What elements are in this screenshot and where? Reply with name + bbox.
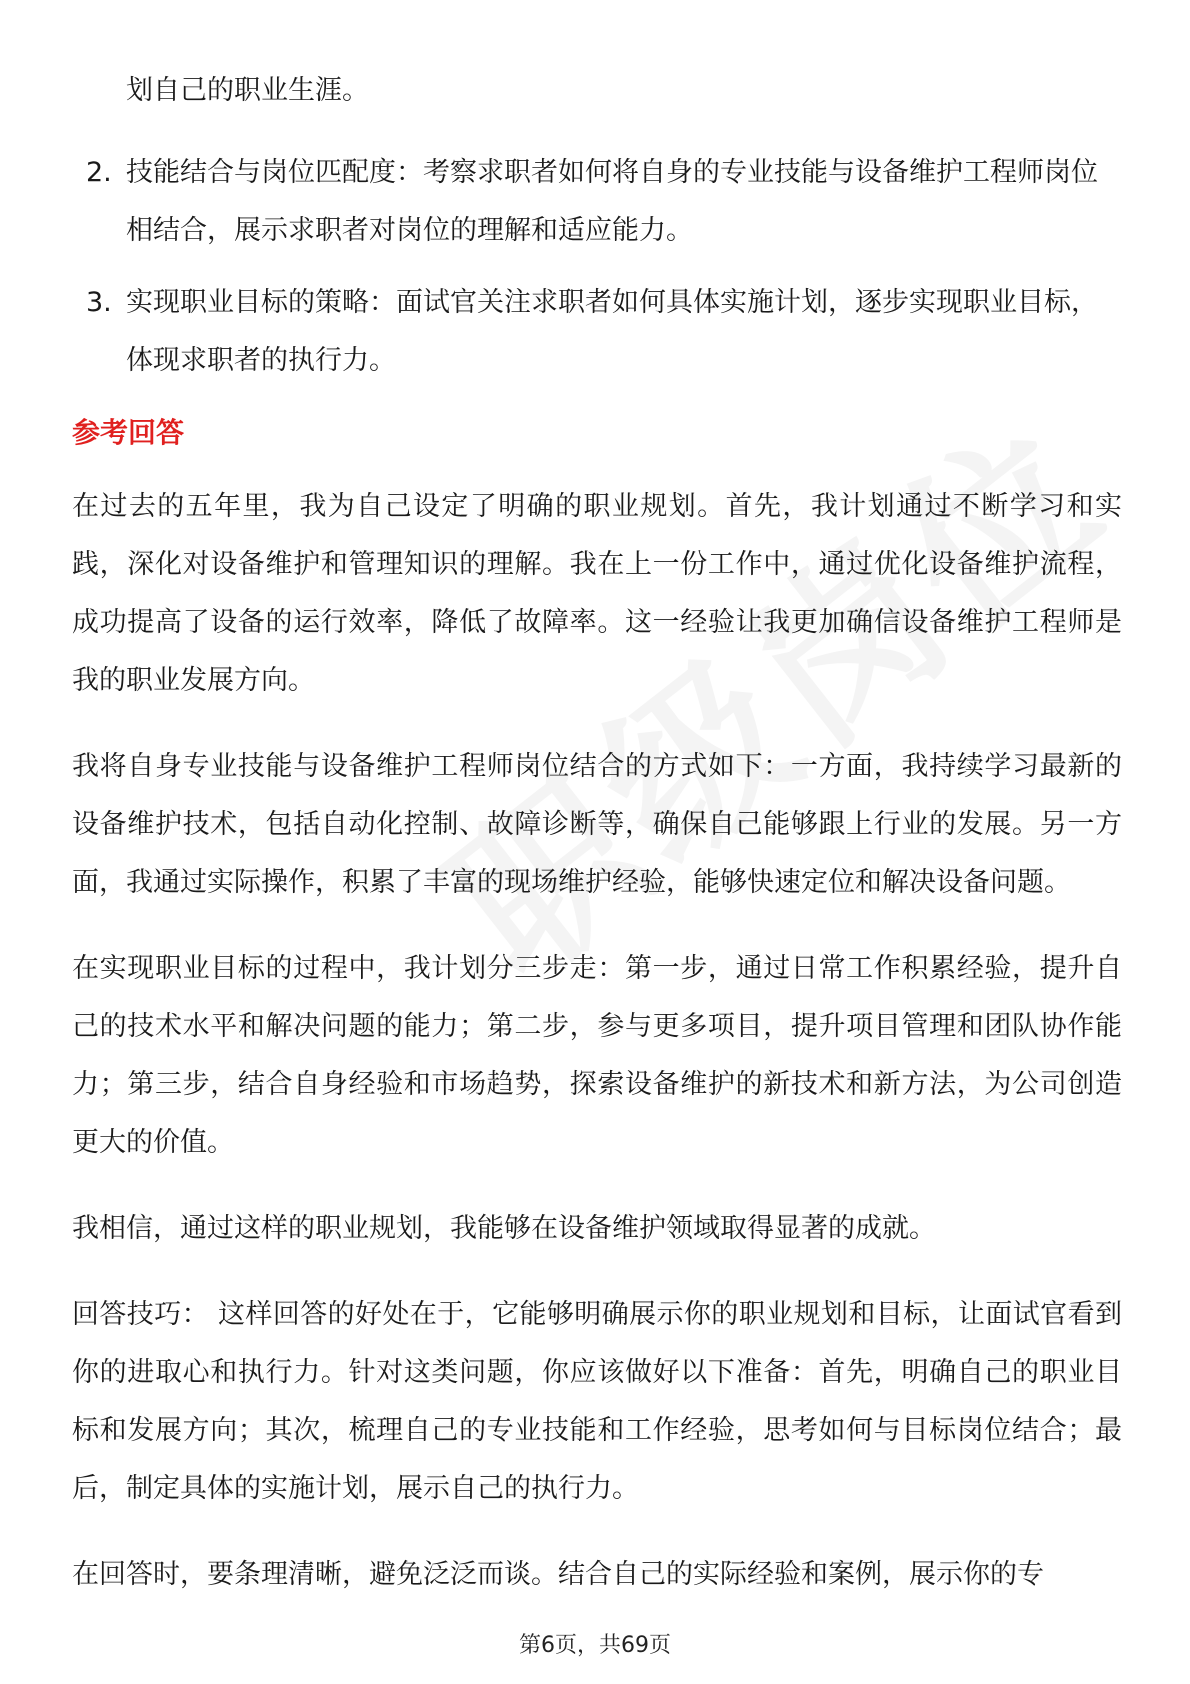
page-number-footer: 第6页，共69页 (519, 1633, 671, 1658)
list-number: 2. (86, 157, 112, 188)
answer-paragraph: 在实现职业目标的过程中，我计划分三步走：第一步，通过日常工作积累经验，提升自己的技术水平和解决问题的能力；第二步，参与更多项目，提升项目管理和团队协作能力；第三步，结合自身经验和市场趋势，探索设备维护的新技术和新方法，为公司创造更大的价值。 (72, 953, 1122, 1158)
list-text: 技能结合与岗位匹配度：考察求职者如何将自身的专业技能与设备维护工程师岗位相结合，展示求职者对岗位的理解和适应能力。 (126, 157, 1098, 246)
document-content (72, 62, 1122, 1632)
list-item (72, 144, 1122, 260)
answer-paragraph: 我将自身专业技能与设备维护工程师岗位结合的方式如下：一方面，我持续学习最新的设备维护技术，包括自动化控制、故障诊断等，确保自己能够跟上行业的发展。另一方面，我通过实际操作，积累了丰富的现场维护经验，能够快速定位和解决设备问题。 (72, 751, 1122, 898)
list-item (72, 274, 1122, 390)
answer-paragraph: 在过去的五年里，我为自己设定了明确的职业规划。首先，我计划通过不断学习和实践，深化对设备维护和管理知识的理解。我在上一份工作中，通过优化设备维护流程，成功提高了设备的运行效率，降低了故障率。这一经验让我更加确信设备维护工程师是我的职业发展方向。 (72, 491, 1122, 696)
answer-paragraph: 我相信，通过这样的职业规划，我能够在设备维护领域取得显著的成就。 (72, 1213, 936, 1244)
list-text: 实现职业目标的策略：面试官关注求职者如何具体实施计划，逐步实现职业目标，体现求职者的执行力。 (126, 287, 1098, 376)
intro-continuation: 划自己的职业生涯。 (126, 75, 369, 106)
criteria-list (72, 144, 1122, 390)
section-title: 参考回答 (72, 416, 185, 449)
list-number: 3. (86, 287, 112, 318)
tips-paragraph: 回答技巧： 这样回答的好处在于，它能够明确展示你的职业规划和目标，让面试官看到你的进取心和执行力。针对这类问题，你应该做好以下准备：首先，明确自己的职业目标和发展方向；其次，梳理自己的专业技能和工作经验，思考如何与目标岗位结合；最后，制定具体的实施计划，展示自己的执行力。 (72, 1299, 1122, 1504)
answer-paragraph: 在回答时，要条理清晰，避免泛泛而谈。结合自己的实际经验和案例，展示你的专 (72, 1559, 1044, 1590)
